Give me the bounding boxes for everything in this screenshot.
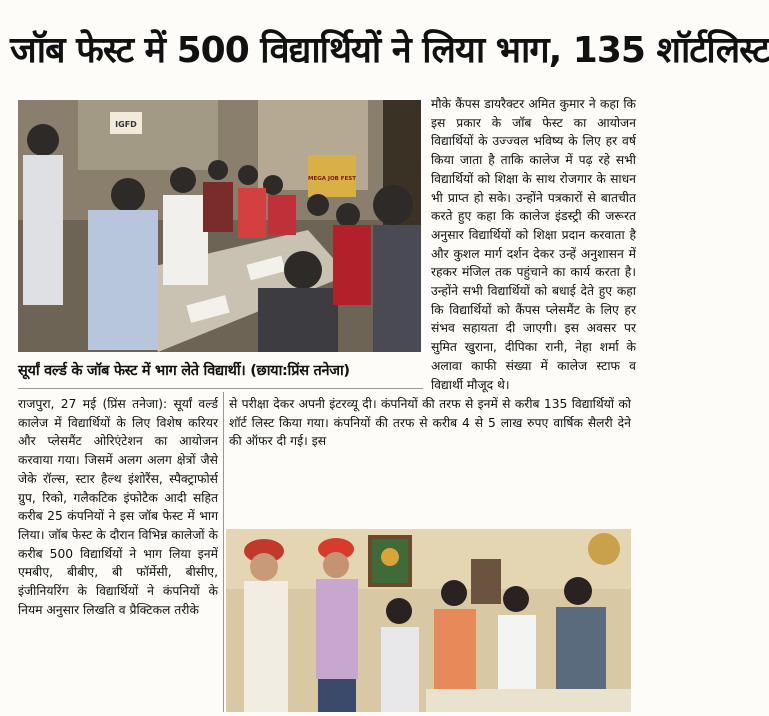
guests-photo bbox=[226, 529, 631, 712]
caption-divider bbox=[18, 388, 423, 389]
article-column-middle: से परीक्षा देकर अपनी इंटरव्यू दी। कंपनियों की तरफ से इनमें से करीब 135 विद्यार्थियों को शॉर्ट लिस्ट किया गया। कंपनियों की तरफ से करीब 4 से 5 लाख रुपए वार्षिक सैलरी देने की ऑफर दी गई। इस bbox=[229, 397, 631, 449]
guests-photo-art bbox=[226, 529, 631, 712]
column-divider bbox=[223, 392, 224, 712]
article-column-right: मौके कैंपस डायरैक्टर अमित कुमार ने कहा कि इस प्रकार के जॉब फेस्ट का आयोजन विद्यार्थियों के उज्ज्वल भविष्य के लिए हर वर्ष किया जाता है ताकि कालेज में पढ़ रहे सभी विद्यार्थियों को शिक्षा के साथ रोजगार के साधन भी प्राप्त हो सके। उन्होंने पत्रकारों से बातचीत करते हुए कहा कि कालेज इंडस्ट्री की जरूरत अनुसार विद्यार्थियों को शिक्षा प्रदान करवाता है और कुशल मार्ग दर्शन देकर उन्हें अनुशासन में रहकर मंजिल तक पहुंचाने का कार्य करता है। उन्होंने सभी विद्यार्थियों को बधाई देते हुए कहा कि विद्यार्थियों को कैंपस प्लेसमैंट के लिए हर संभव सहायता दी जाएगी। इस अवसर पर सुमित खुराना, दीपिका रानी, नेहा शर्मा के अलावा काफी संख्या में कालेज स्टाफ व विद्यार्थी मौजूद थे। bbox=[431, 97, 636, 392]
article-column-left: राजपुरा, 27 मई (प्रिंस तनेजा): सूर्यां वर्ल्ड कालेज में विद्यार्थियों के लिए विशेष करियर और प्लेसमैंट ओरिएंटेशन का आयोजन करवाया गया। जिसमें अलग अलग क्षेत्रों जैसे जेके रॉल्स, स्टार हैल्थ इंशोरैंस, स्पैक्ट्राफोर्स ग्रुप, रिको, गलैकटिक इंफोटैक आदी सहित करीब 25 कंपनियों ने इस जॉब फेस्ट में भाग लिया। जॉब फेस्ट के दौरान विभिन्न कालेजों के करीब 500 विद्यार्थियों ने भाग लिया इनमें एमबीए, बीबीए, बी फॉर्मेसी, बीसीए, इंजीनियरिंग के विद्यार्थियों ने कंपनियों के नियम अनुसार लिखति व प्रैक्टिकल तरीके bbox=[18, 397, 218, 617]
igfd-sign: IGFD bbox=[115, 120, 137, 129]
mega-job-fest-sign: MEGA JOB FEST bbox=[308, 176, 356, 182]
job-fest-photo-art bbox=[18, 100, 421, 352]
headline: जॉब फेस्ट में 500 विद्यार्थियों ने लिया भाग, 135 शॉर्टलिस्ट bbox=[10, 30, 769, 71]
job-fest-photo bbox=[18, 100, 421, 352]
photo-caption: सूर्यां वर्ल्ड के जॉब फेस्ट में भाग लेते विद्यार्थी। (छाया:प्रिंस तनेजा) bbox=[18, 363, 350, 379]
